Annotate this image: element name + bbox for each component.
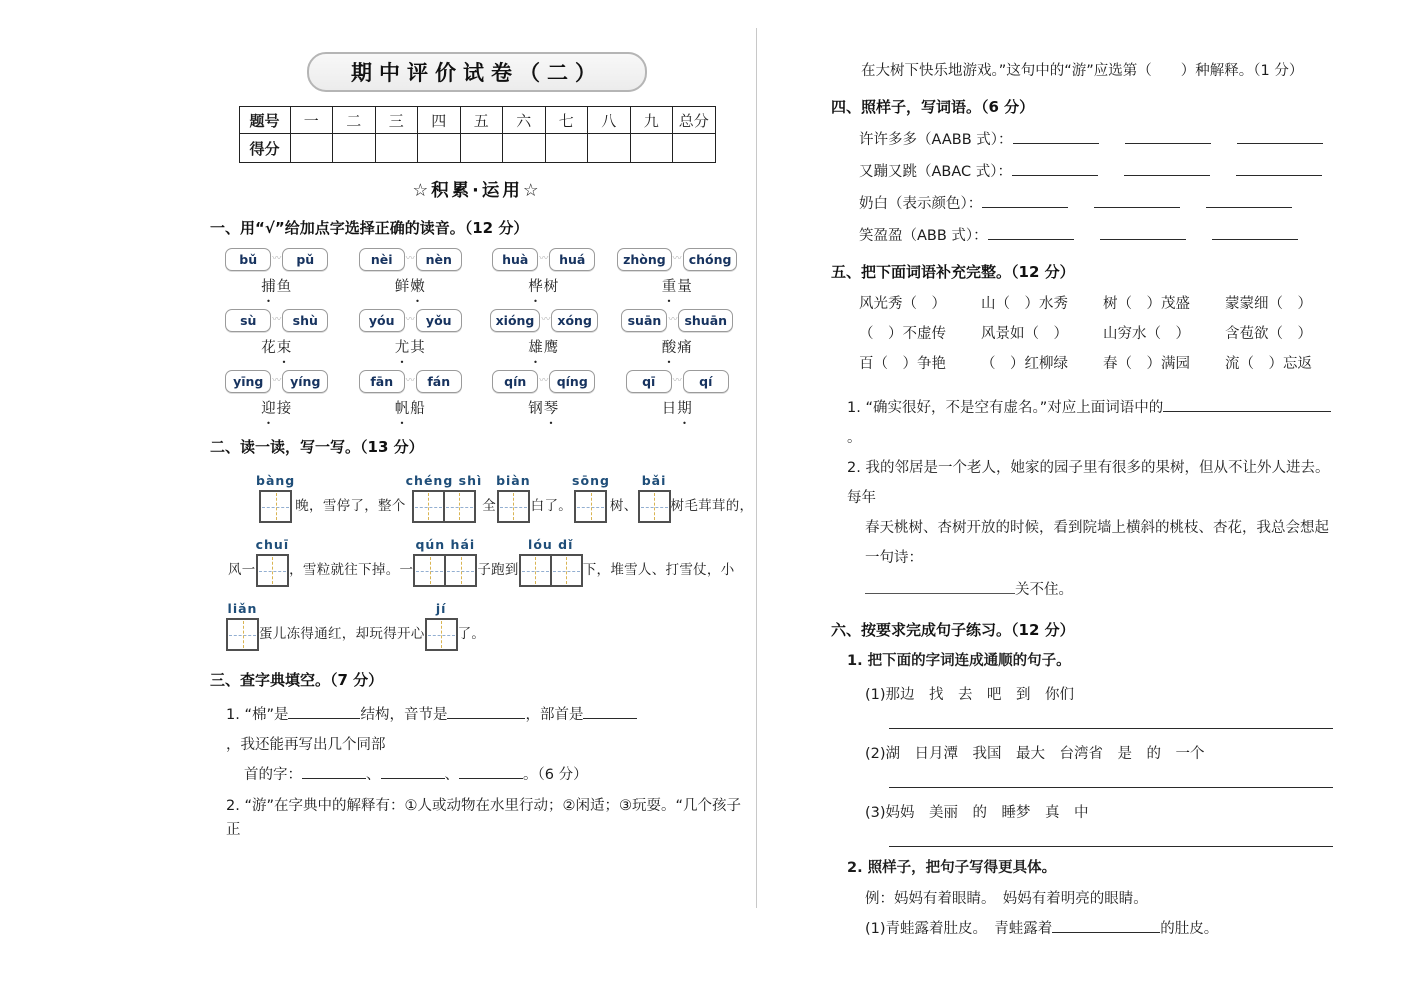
pinyin-choice-item [210, 309, 344, 357]
tian-zi-ge-box [413, 554, 446, 587]
text-run: 1. “棉”是 [226, 707, 289, 723]
score-table-col: 六 [503, 107, 546, 134]
pattern-label: 许许多多（AABB 式）： [859, 132, 1013, 148]
q1-pinyin-grid [210, 248, 744, 418]
pinyin-option: zhòng [617, 248, 672, 271]
text-run: 晚，雪停了，整个 [295, 498, 406, 514]
connector-curve-icon: 〰 [405, 254, 415, 264]
q4-rows [831, 128, 1333, 245]
grid-boxes [574, 490, 607, 523]
answer-blank [1100, 226, 1186, 240]
q3-item1-line1 [226, 700, 744, 760]
answer-blank [1094, 194, 1180, 208]
grid-boxes [226, 618, 259, 651]
idiom-fill-item: 风景如（ ） [981, 326, 1068, 342]
target-word [528, 336, 559, 357]
writing-grid-group [256, 473, 295, 523]
text-run: 树毛茸茸的， [670, 498, 754, 514]
connector-curve-icon: 〰 [272, 376, 282, 386]
emphasized-char: 期 [677, 401, 693, 417]
answer-blank [459, 765, 523, 779]
scrambled-words-line: (1)那边 找 去 吧 到 你们 [865, 687, 1075, 703]
answer-blank [1206, 194, 1292, 208]
q4-heading: 四、照样子，写词语。（6 分） [831, 98, 1035, 116]
q6-sub2-item [865, 917, 1333, 938]
idiom-fill-item: 含苞欲（ ） [1225, 326, 1312, 342]
pattern-label: 奶白（表示颜色）： [859, 196, 983, 212]
q2-lines [210, 473, 754, 651]
pinyin-option: sù [225, 309, 271, 332]
q5-heading: 五、把下面词语补充完整。（12 分） [831, 263, 1075, 281]
q4-pattern-row [859, 128, 1333, 149]
page-divider [756, 28, 757, 908]
text-run: 白了。 [530, 498, 573, 514]
idiom-fill-item: 百（ ）争艳 [859, 356, 946, 372]
score-table-col: 二 [333, 107, 376, 134]
q6-sub1: 1. 把下面的字词连成通顺的句子。 [847, 653, 1071, 669]
pinyin-choice-item [611, 248, 745, 296]
writing-grid-group [425, 601, 458, 651]
pinyin-choice-item [477, 370, 611, 418]
pinyin-option: fán [416, 370, 462, 393]
answer-blank [302, 765, 366, 779]
score-table-col: 五 [460, 107, 503, 134]
score-cell [545, 134, 588, 163]
q2-line [228, 537, 744, 587]
tian-zi-ge-box [259, 490, 292, 523]
pinyin-option: huà [492, 248, 538, 271]
emphasized-char: 雄 [528, 340, 544, 356]
pinyin-choice-item [477, 248, 611, 296]
text-run: 、 [366, 767, 381, 783]
tian-zi-ge-box [497, 490, 530, 523]
answer-blank [1013, 130, 1099, 144]
pinyin-option: qíng [549, 370, 595, 393]
score-table-corner: 题号 [239, 107, 290, 134]
tian-zi-ge-box [256, 554, 289, 587]
target-word [395, 336, 426, 357]
score-cell [673, 134, 716, 163]
answer-blank [381, 765, 445, 779]
q4-pattern-row [859, 192, 1333, 213]
score-cell [588, 134, 631, 163]
connector-curve-icon: 〰 [672, 254, 682, 264]
q3-item1-line2 [244, 760, 744, 790]
target-word [261, 275, 292, 296]
score-cell [503, 134, 546, 163]
emphasized-char: 捕 [261, 279, 277, 295]
idiom-fill-item: 风光秀（ ） [859, 296, 946, 312]
paper-title: 期中评价试卷（二） [307, 52, 647, 92]
q4-pattern-row [859, 224, 1333, 245]
q6-example: 例：妈妈有着眼睛。 妈妈有着明亮的眼睛。 [865, 891, 1148, 907]
writing-grid-group [572, 473, 610, 523]
word-char: 船 [410, 401, 426, 417]
tian-zi-ge-box [574, 490, 607, 523]
emphasized-char: 迎 [261, 401, 277, 417]
text-run: 首的字： [244, 767, 302, 783]
q5-sub2-suffix: 关不住。 [1015, 582, 1073, 598]
writing-grid-group [496, 473, 531, 523]
word-char: 花 [261, 340, 277, 356]
grid-boxes [425, 618, 458, 651]
connector-curve-icon: 〰 [405, 376, 415, 386]
pinyin-option: yóu [359, 309, 405, 332]
tian-zi-ge-box [226, 618, 259, 651]
emphasized-char: 束 [276, 340, 293, 356]
connector-curve-icon: 〰 [541, 315, 551, 325]
text-run: 。 [847, 430, 862, 446]
answer-blank [1236, 162, 1322, 176]
pinyin-pills [626, 370, 729, 393]
target-word [395, 275, 426, 296]
pinyin-label: chéng shì [405, 473, 483, 488]
pattern-label: 又蹦又跳（ABAC 式）： [859, 164, 1013, 180]
word-char: 痛 [677, 340, 693, 356]
idiom-fill-item: （ ）红柳绿 [981, 356, 1068, 372]
score-cell [290, 134, 333, 163]
pinyin-option: huá [549, 248, 595, 271]
target-word [528, 397, 559, 418]
q5-sub2-line2: 春天桃树、杏树开放的时候，看到院墙上横斜的桃枝、杏花，我总会想起一句诗： [865, 520, 1329, 566]
pinyin-choice-item [344, 370, 478, 418]
pinyin-label: chuī [255, 537, 290, 552]
page-right [831, 60, 1333, 938]
text-run: 的肚皮。 [1160, 921, 1219, 937]
pinyin-option: yíng [282, 370, 328, 393]
q6-sub2: 2. 照样子，把句子写得更具体。 [847, 860, 1057, 876]
score-table-col: 三 [375, 107, 418, 134]
tian-zi-ge-box [412, 490, 445, 523]
writing-grid-group [406, 473, 483, 523]
score-table-col: 总分 [673, 107, 716, 134]
pinyin-option: pǔ [282, 248, 328, 271]
connector-curve-icon: 〰 [539, 254, 549, 264]
connector-curve-icon: 〰 [672, 376, 682, 386]
answer-blank [1237, 130, 1323, 144]
word-char: 鹰 [543, 340, 560, 356]
text-run: (1)青蛙露着肚皮。 青蛙露着 [865, 921, 1053, 937]
answer-blank [982, 194, 1068, 208]
grid-boxes [497, 490, 530, 523]
text-run: 了。 [457, 626, 486, 642]
text-run: 。（6 分） [523, 767, 588, 783]
q6-sub1-items [831, 683, 1333, 847]
pinyin-pills [359, 309, 462, 332]
answer-blank [583, 705, 637, 719]
q5-sub2-line1: 2. 我的邻居是一个老人，她家的园子里有很多的果树，但从不让外人进去。每年 [847, 460, 1330, 506]
target-word [662, 275, 693, 296]
pinyin-option: suān [621, 309, 667, 332]
text-run: 子跑到 [477, 562, 519, 578]
connector-curve-icon: 〰 [539, 376, 549, 386]
text-run: 全 [482, 498, 497, 514]
pinyin-choice-item [210, 370, 344, 418]
writing-grid-group [519, 537, 583, 587]
text-run: ，雪粒就往下掉。一 [289, 562, 414, 578]
idiom-fill-item: 树（ ）茂盛 [1103, 296, 1190, 312]
pattern-label: 笑盈盈（ABB 式）： [859, 228, 988, 244]
text-run: 下，堆雪人、打雪仗，小 [582, 562, 735, 578]
pinyin-option: qī [626, 370, 672, 393]
score-cell [333, 134, 376, 163]
target-word [662, 336, 693, 357]
score-table-col: 八 [588, 107, 631, 134]
answer-blank [1012, 162, 1098, 176]
text-run: ，部首是 [525, 707, 584, 723]
answer-rule-line [889, 787, 1333, 788]
writing-grid-group [226, 601, 259, 651]
section-banner: ☆积累·运用☆ [412, 181, 542, 201]
pinyin-label: qún hái [415, 537, 476, 552]
pinyin-label: lóu dǐ [528, 537, 574, 552]
q5-idiom-grid [859, 292, 1333, 373]
score-table-header-row [239, 107, 715, 134]
pinyin-pills [225, 248, 328, 271]
answer-blank [1052, 919, 1160, 933]
emphasized-char: 帆 [394, 401, 411, 417]
connector-curve-icon: 〰 [668, 315, 678, 325]
grid-boxes [256, 554, 289, 587]
scrambled-words-line: (2)湖 日月潭 我国 最大 台湾省 是 的 一个 [865, 746, 1205, 762]
pinyin-option: bǔ [225, 248, 271, 271]
answer-blank [865, 580, 1015, 594]
pinyin-option: xóng [551, 309, 598, 332]
emphasized-char: 琴 [543, 401, 560, 417]
pinyin-choice-item [477, 309, 611, 357]
score-table [239, 106, 716, 163]
word-char: 鲜 [394, 279, 411, 295]
text-run: 风一 [228, 562, 256, 578]
pinyin-pills [359, 370, 462, 393]
pinyin-choice-item [611, 309, 745, 357]
pinyin-choice-item [344, 248, 478, 296]
text-run: 1. “确实很好，不是空有虚名。”对应上面词语中的 [847, 400, 1164, 416]
q5-sub1 [847, 393, 1333, 453]
pinyin-option: chóng [683, 248, 738, 271]
emphasized-char: 酸 [661, 340, 678, 356]
score-table-col: 四 [418, 107, 461, 134]
pinyin-option: nèi [359, 248, 405, 271]
word-char: 接 [276, 401, 293, 417]
pinyin-pills [490, 309, 598, 332]
q4-pattern-row [859, 160, 1333, 181]
pinyin-pills [225, 309, 328, 332]
pinyin-option: nèn [416, 248, 462, 271]
q2-line [226, 601, 744, 651]
target-word [261, 397, 292, 418]
q3-heading: 三、查字典填空。（7 分） [210, 671, 384, 689]
score-table-col: 七 [545, 107, 588, 134]
tian-zi-ge-box [443, 490, 476, 523]
target-word [261, 336, 292, 357]
connector-curve-icon: 〰 [272, 315, 282, 325]
emphasized-char: 重 [661, 279, 678, 295]
q2-line [256, 473, 754, 523]
grid-boxes [412, 490, 476, 523]
grid-boxes [519, 554, 583, 587]
idiom-fill-item: 蒙蒙细（ ） [1225, 296, 1312, 312]
q5-sub2-answer [865, 575, 1333, 605]
pinyin-pills [492, 370, 595, 393]
q2-heading: 二、读一读，写一写。（13 分） [210, 438, 424, 456]
score-cell [418, 134, 461, 163]
text-run: ，我还能再写出几个同部 [226, 737, 386, 753]
pinyin-label: biàn [496, 473, 531, 488]
answer-rule-line [889, 846, 1333, 847]
pinyin-choice-item [344, 309, 478, 357]
target-word [662, 397, 693, 418]
pinyin-label: bàng [256, 473, 296, 488]
answer-blank [1163, 398, 1331, 412]
word-char: 日 [661, 401, 678, 417]
pinyin-option: yǒu [416, 309, 462, 332]
pinyin-option: xióng [490, 309, 541, 332]
word-char: 其 [410, 340, 426, 356]
pinyin-label: liǎn [227, 601, 258, 616]
word-char: 量 [677, 279, 693, 295]
q6-heading: 六、按要求完成句子练习。（12 分） [831, 621, 1075, 639]
pinyin-option: qí [683, 370, 729, 393]
score-cell [460, 134, 503, 163]
pinyin-label: jí [435, 601, 447, 616]
score-row-label: 得分 [239, 134, 290, 163]
scrambled-words-line: (3)妈妈 美丽 的 睡梦 真 中 [865, 805, 1089, 821]
text-run: 树、 [609, 498, 638, 514]
idiom-fill-item: 山（ ）水秀 [981, 296, 1068, 312]
word-char: 树 [543, 279, 560, 295]
grid-boxes [413, 554, 477, 587]
score-cell [375, 134, 418, 163]
pinyin-option: fān [359, 370, 405, 393]
pinyin-option: shù [282, 309, 328, 332]
pinyin-pills [225, 370, 328, 393]
answer-rule-line [889, 728, 1333, 729]
pinyin-pills [621, 309, 733, 332]
writing-grid-group [256, 537, 290, 587]
writing-grid-group [413, 537, 477, 587]
pinyin-option: shuān [678, 309, 733, 332]
idiom-fill-item: 山穷水（ ） [1103, 326, 1190, 342]
connector-curve-icon: 〰 [405, 315, 415, 325]
tian-zi-ge-box [519, 554, 552, 587]
text-run: 结构，音节是 [360, 707, 448, 723]
target-word [528, 275, 559, 296]
q3-item2: 2. “游”在字典中的解释有：①人或动物在水里行动；②闲适；③玩耍。“几个孩子正 [226, 798, 741, 838]
score-table-col: 一 [290, 107, 333, 134]
target-word [395, 397, 426, 418]
pinyin-choice-item [210, 248, 344, 296]
q3-item2-continuation: 在大树下快乐地游戏。”这句中的“游”应选第（ ）种解释。（1 分） [861, 63, 1304, 79]
score-cell [630, 134, 673, 163]
pinyin-label: bǎi [641, 473, 667, 488]
q1-heading: 一、用“√”给加点字选择正确的读音。（12 分） [210, 219, 529, 237]
idiom-fill-item: 春（ ）满园 [1103, 356, 1190, 372]
pinyin-option: qín [492, 370, 538, 393]
pinyin-choice-item [611, 370, 745, 418]
tian-zi-ge-box [425, 618, 458, 651]
text-run: 蛋儿冻得通红，却玩得开心 [259, 626, 425, 642]
score-table-score-row [239, 134, 715, 163]
connector-curve-icon: 〰 [272, 254, 282, 264]
pinyin-option: yīng [225, 370, 271, 393]
score-table-col: 九 [630, 107, 673, 134]
answer-blank [1124, 162, 1210, 176]
emphasized-char: 尤 [394, 340, 411, 356]
answer-blank [288, 705, 360, 719]
answer-blank [1125, 130, 1211, 144]
page-left [210, 52, 754, 842]
idiom-fill-item: （ ）不虚传 [859, 326, 946, 342]
answer-blank [988, 226, 1074, 240]
grid-boxes [259, 490, 292, 523]
emphasized-char: 桦 [528, 279, 544, 295]
text-run: 、 [444, 767, 459, 783]
tian-zi-ge-box [550, 554, 583, 587]
word-char: 鱼 [276, 279, 293, 295]
idiom-fill-item: 流（ ）忘返 [1225, 356, 1312, 372]
pinyin-label: sōng [572, 473, 610, 488]
pinyin-pills [359, 248, 462, 271]
tian-zi-ge-box [444, 554, 477, 587]
pinyin-pills [617, 248, 737, 271]
writing-grid-group [638, 473, 671, 523]
pinyin-pills [492, 248, 595, 271]
emphasized-char: 嫩 [410, 279, 426, 295]
answer-blank [1212, 226, 1298, 240]
answer-blank [447, 705, 525, 719]
grid-boxes [638, 490, 671, 523]
tian-zi-ge-box [638, 490, 671, 523]
word-char: 钢 [528, 401, 544, 417]
